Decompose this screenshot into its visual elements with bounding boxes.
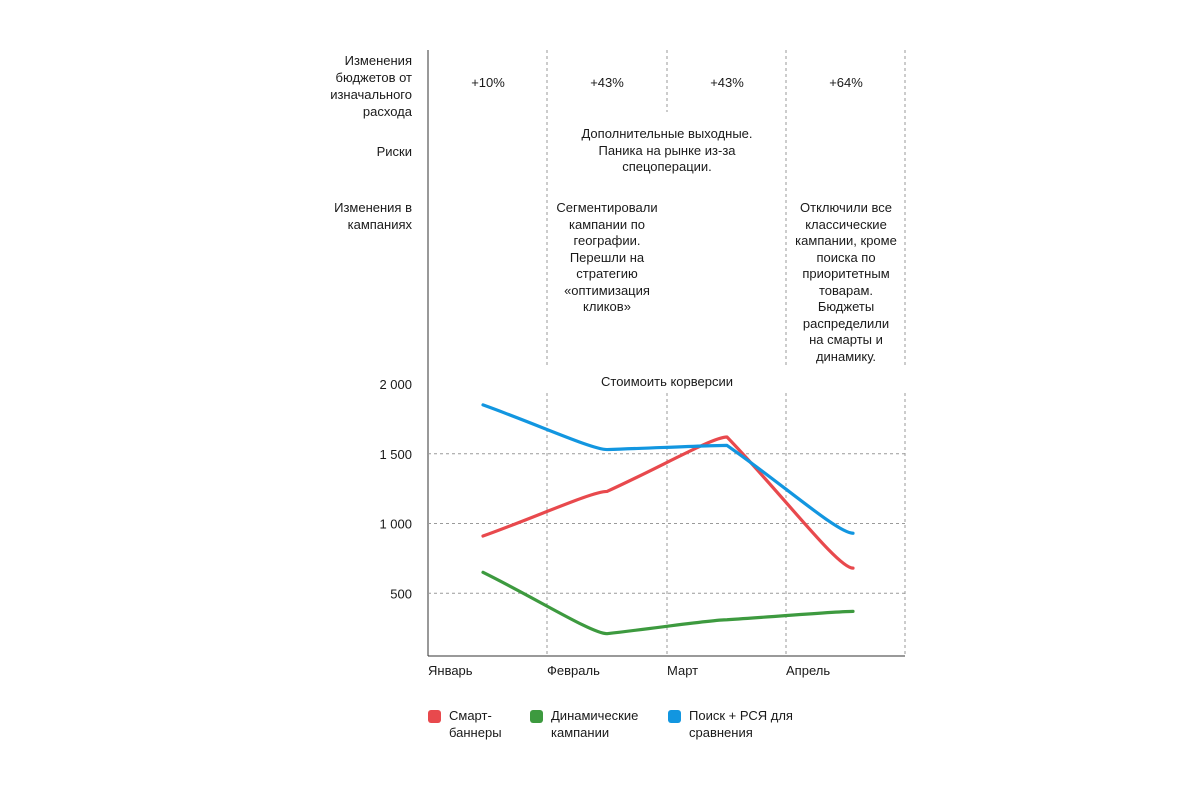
budget-change-mar: +43% <box>710 75 744 90</box>
row-label-changes: Изменения в кампаниях <box>334 200 412 232</box>
legend-item-smart-banners <box>428 708 502 741</box>
row-label-budget: Изменения бюджетов от изначального расхода <box>330 53 412 119</box>
x-tick-label: Март <box>667 663 699 678</box>
y-tick-label: 500 <box>390 586 412 602</box>
changes-note-apr: Отключили все классические кампании, кроме поиска по приоритетным товарам. Бюджеты распределили на смарты и динамику. <box>795 200 897 364</box>
budget-change-jan: +10% <box>471 75 505 90</box>
legend-item-dynamic-campaigns <box>530 708 638 741</box>
series-line-smart-banners <box>483 437 853 568</box>
legend-item-search-rsya <box>668 708 793 741</box>
y-tick-label: 1 500 <box>379 446 412 462</box>
series-line-dynamic-campaigns <box>483 572 853 633</box>
x-tick-label: Февраль <box>547 663 600 678</box>
legend-label: Динамические кампании <box>551 708 639 740</box>
x-tick-label: Апрель <box>786 663 831 678</box>
chart-grid <box>428 50 905 656</box>
y-tick-label: 1 000 <box>379 516 412 532</box>
chart-title: Стоимоить корверсии <box>601 374 733 389</box>
changes-note-feb: Сегментировали кампании по географии. Перешли на стратегию «оптимизация кликов» <box>556 200 658 314</box>
legend-label: Смарт- баннеры <box>449 708 502 740</box>
legend-swatch-green <box>530 710 543 723</box>
y-tick-label: 2 000 <box>379 377 412 392</box>
budget-change-feb: +43% <box>590 75 624 90</box>
budget-change-apr: +64% <box>829 75 863 90</box>
chart-series-lines <box>483 405 853 634</box>
row-label-risks: Риски <box>376 144 412 159</box>
risks-note: Дополнительные выходные. Паника на рынке из-за спецоперации. <box>547 126 787 176</box>
legend-swatch-blue <box>668 710 681 723</box>
x-tick-label: Январь <box>428 663 473 678</box>
legend-label: Поиск + РСЯ для сравнения <box>689 708 793 740</box>
legend-swatch-red <box>428 710 441 723</box>
